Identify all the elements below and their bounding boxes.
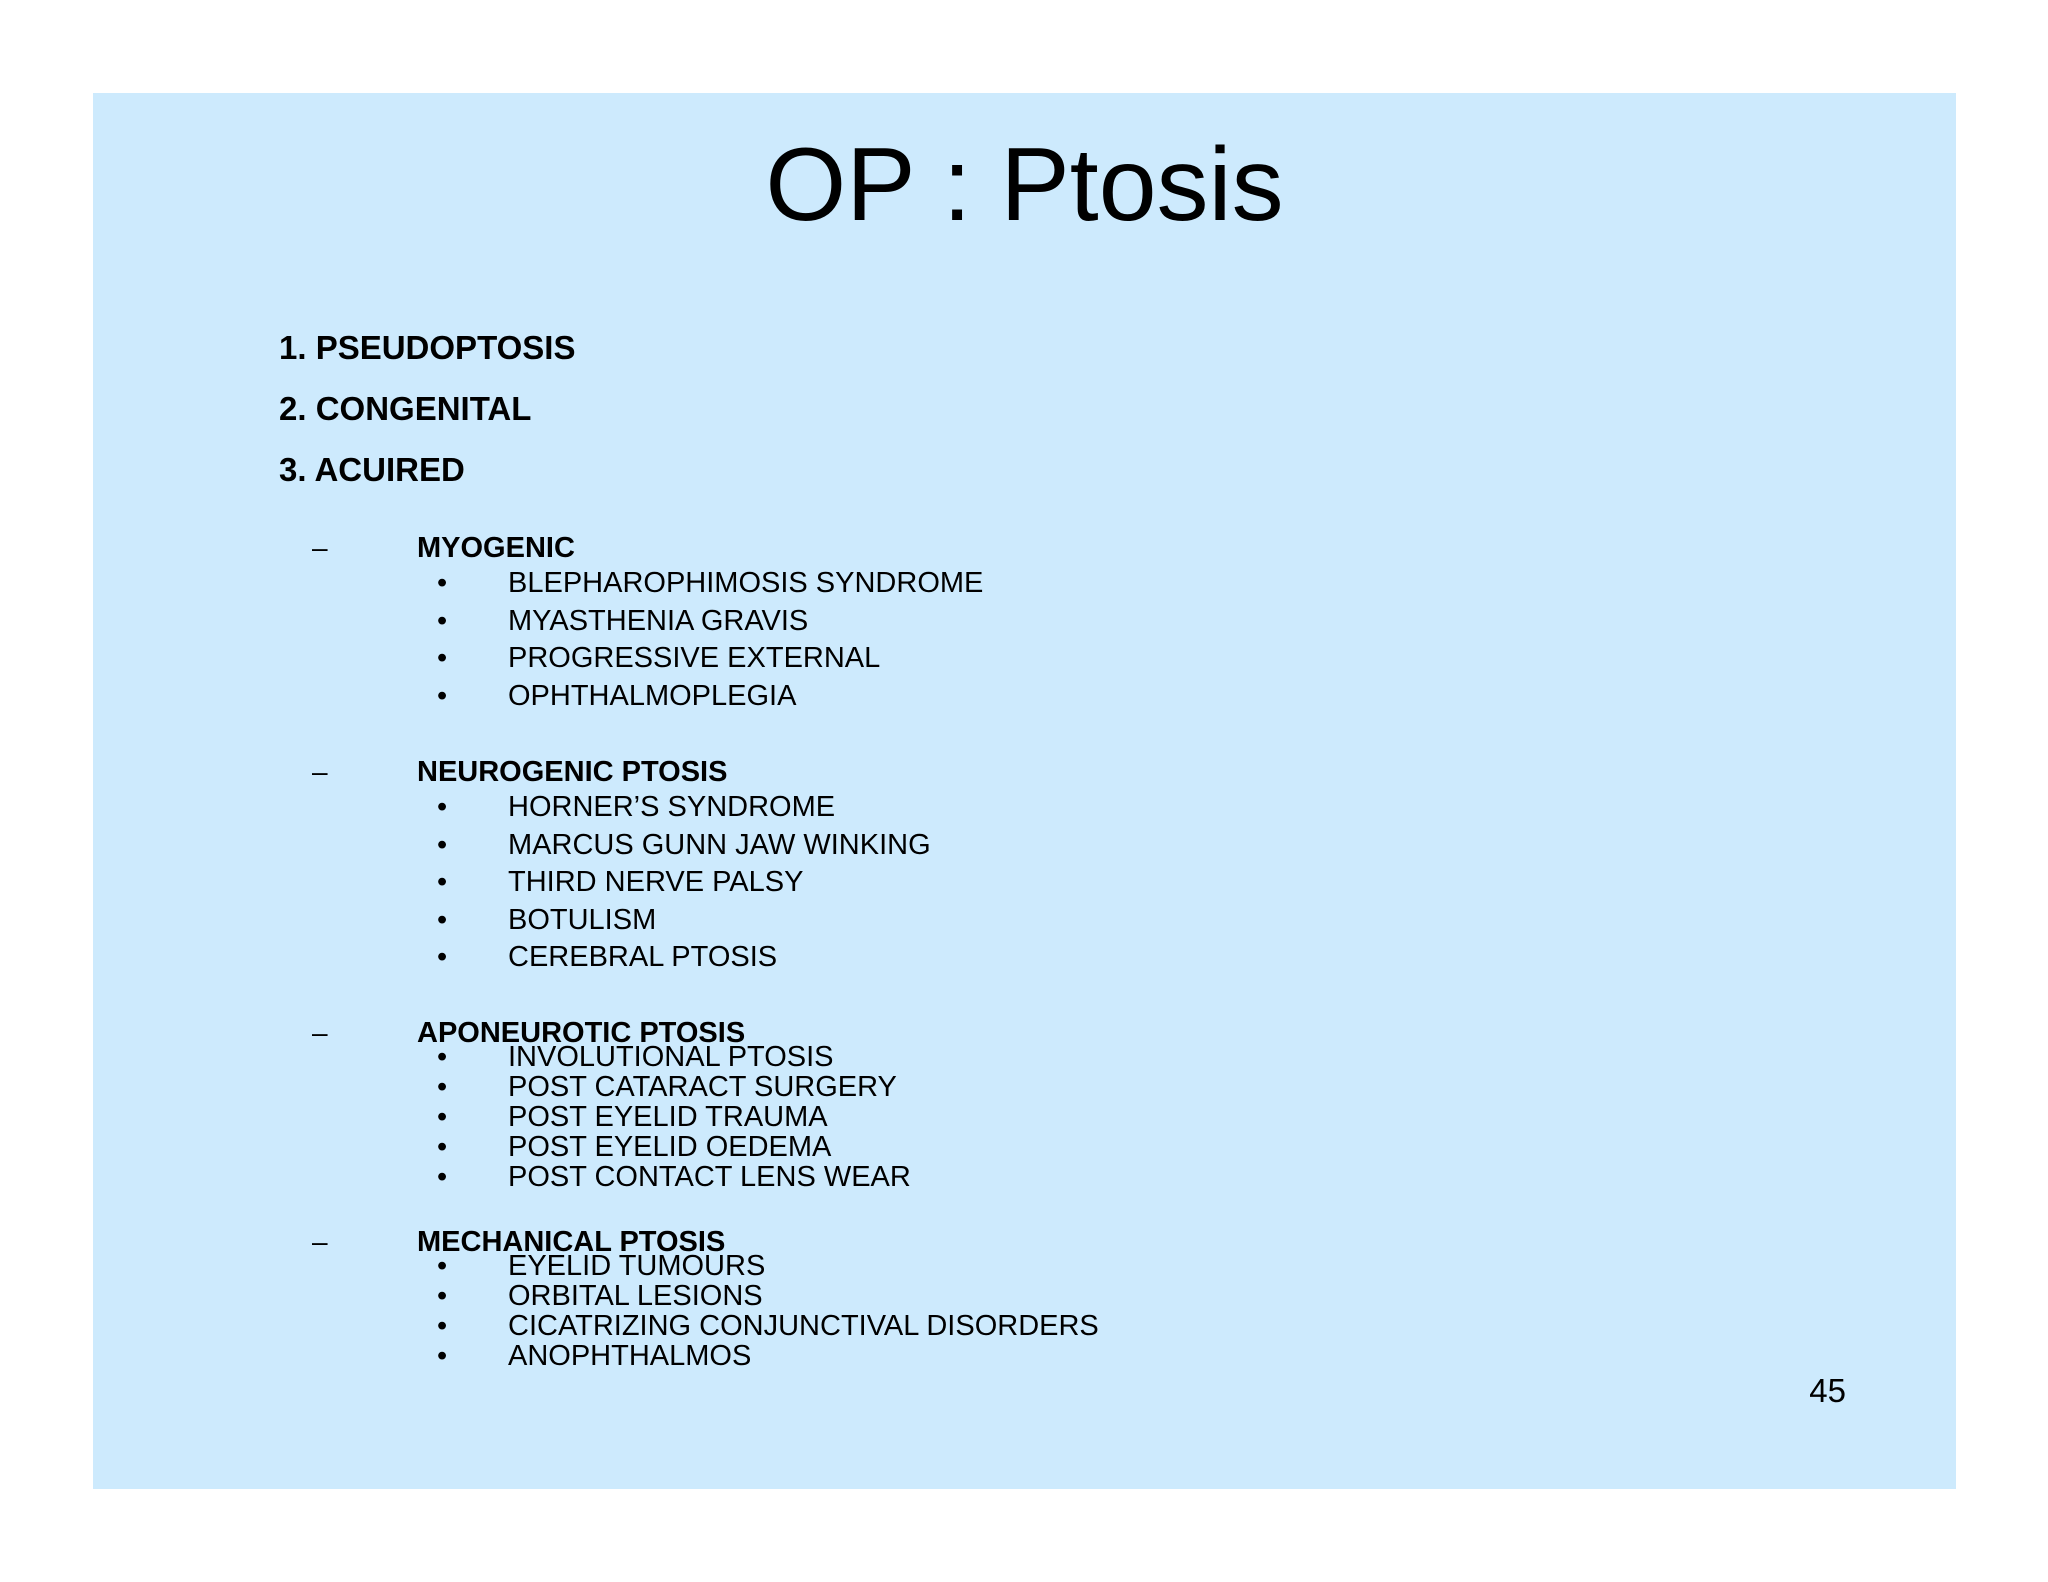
bullet-marker: •	[437, 791, 448, 823]
numbered-item: 3. ACUIRED	[279, 451, 465, 488]
list-item-text: EYELID TUMOURS	[508, 1250, 766, 1282]
list-item-text: POST CATARACT SURGERY	[508, 1071, 897, 1103]
dash-marker: –	[312, 1017, 328, 1048]
list-item-text: ORBITAL LESIONS	[508, 1280, 763, 1312]
list-item-text: POST EYELID OEDEMA	[508, 1131, 832, 1163]
bullet-marker: •	[437, 1340, 448, 1372]
list-item-text: THIRD NERVE PALSY	[508, 866, 804, 898]
list-item-text: POST EYELID TRAUMA	[508, 1101, 828, 1133]
slide-title: OP : Ptosis	[765, 127, 1284, 243]
bullet-marker: •	[437, 1250, 448, 1282]
list-item-text: MYASTHENIA GRAVIS	[508, 604, 809, 637]
bullet-marker: •	[437, 941, 448, 973]
numbered-item: 2. CONGENITAL	[279, 390, 532, 427]
group-title: APONEUROTIC PTOSIS	[417, 1017, 746, 1049]
bullet-marker: •	[437, 828, 448, 861]
bullet-marker: •	[437, 1041, 448, 1073]
group-title: MECHANICAL PTOSIS	[417, 1226, 726, 1258]
numbered-item: 1. PSEUDOPTOSIS	[279, 329, 576, 366]
bullet-marker: •	[437, 903, 448, 936]
bullet-marker: •	[437, 1101, 448, 1133]
list-item-text: BLEPHAROPHIMOSIS SYNDROME	[508, 567, 984, 599]
list-item-text: CEREBRAL PTOSIS	[508, 941, 778, 973]
list-item-text: MARCUS GUNN JAW WINKING	[508, 828, 931, 861]
list-item-text: PROGRESSIVE EXTERNAL	[508, 642, 881, 674]
list-item-text: BOTULISM	[508, 903, 657, 936]
bullet-marker: •	[437, 1131, 448, 1163]
bullet-marker: •	[437, 1161, 448, 1193]
group-title: NEUROGENIC PTOSIS	[417, 756, 728, 788]
list-item-text: POST CONTACT LENS WEAR	[508, 1161, 911, 1193]
slide	[93, 93, 1956, 1489]
dash-marker: –	[312, 756, 328, 787]
bullet-marker: •	[437, 604, 448, 637]
list-item-text: HORNER’S SYNDROME	[508, 791, 836, 823]
bullet-marker: •	[437, 1280, 448, 1312]
list-item-text: OPHTHALMOPLEGIA	[508, 679, 797, 712]
group-title: MYOGENIC	[417, 532, 575, 564]
numbered-list	[279, 328, 575, 511]
bullet-marker: •	[437, 679, 448, 712]
list-item-text: CICATRIZING CONJUNCTIVAL DISORDERS	[508, 1310, 1099, 1342]
bullet-marker: •	[437, 642, 448, 674]
dash-marker: –	[312, 1226, 328, 1257]
bullet-marker: •	[437, 866, 448, 898]
dash-marker: –	[312, 532, 328, 563]
bullet-marker: •	[437, 1310, 448, 1342]
list-item-text: INVOLUTIONAL PTOSIS	[508, 1041, 834, 1073]
list-item-text: ANOPHTHALMOS	[508, 1340, 752, 1372]
bullet-marker: •	[437, 1071, 448, 1103]
page-number: 45	[1809, 1372, 1846, 1409]
bullet-marker: •	[437, 567, 448, 599]
